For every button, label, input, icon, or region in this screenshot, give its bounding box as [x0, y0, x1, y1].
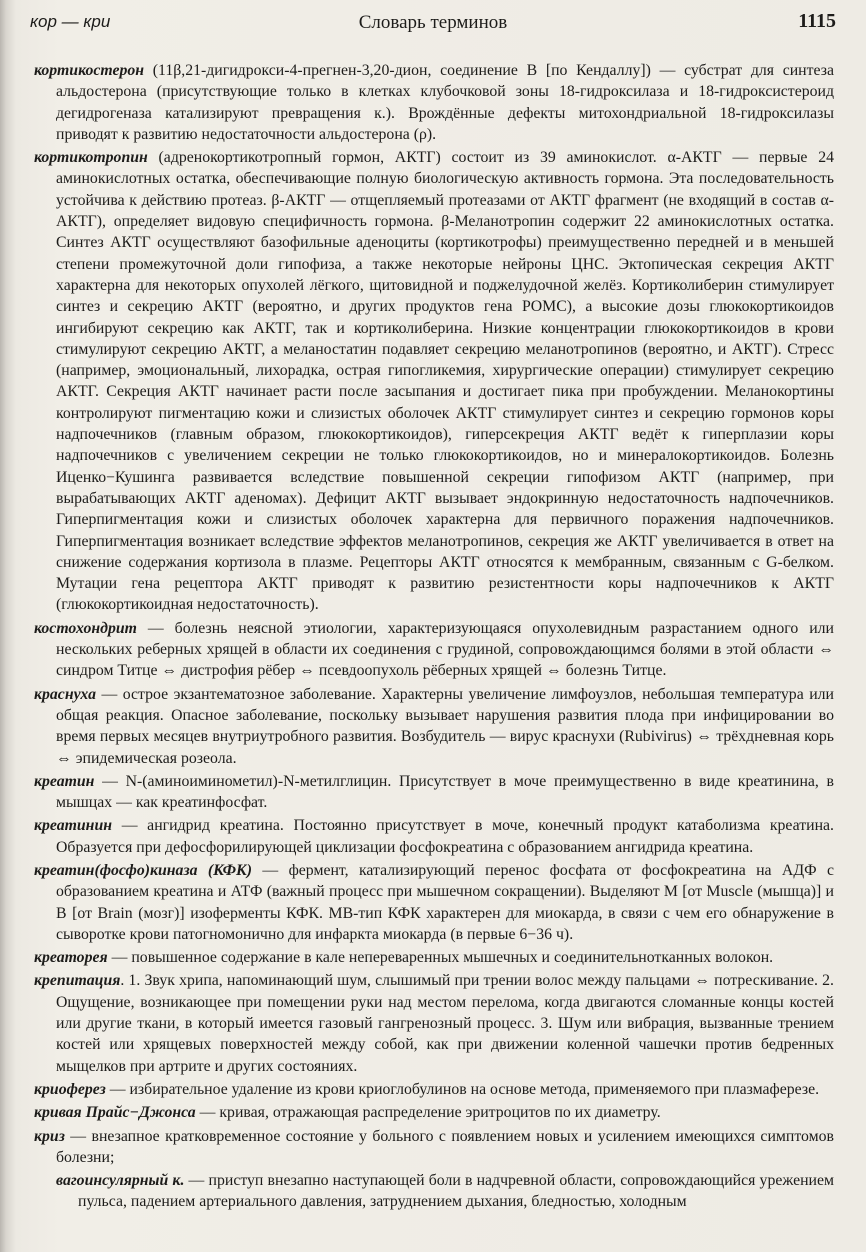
entry-crisis	[34, 1126, 834, 1169]
entry-term: криз	[34, 1127, 65, 1145]
entry-term: криоферез	[34, 1080, 106, 1098]
entry-term: кривая Прайс−Джонса	[34, 1104, 196, 1122]
entry-creatorrhea	[34, 947, 834, 968]
entry-corticotropin	[34, 147, 834, 616]
page-header	[30, 10, 836, 38]
entry-text: — фермент, катализирующий перенос фосфата от фосфокреатина на АДФ с образованием креатина и АТФ (важный процесс при мышечном сокращении). Выделяют М [от Muscle (мышца)] и В [от Brain (мозг)] изоферменты КФК. МВ-тип КФК характерен для миокарда, в связи с чем его обнаружение в сыворотке крови патогномонично для инфаркта миокарда (в первые 6−36 ч).	[56, 861, 834, 943]
entry-term: краснуха	[34, 685, 96, 703]
entry-text: — избирательное удаление из крови криоглобулинов на основе метода, применяемого при плазмаферезе.	[105, 1080, 820, 1098]
entry-term: кортикостерон	[34, 62, 145, 79]
entry-text: (11β,21-дигидрокси-4-прегнен-3,20-дион, соединение В [по Кендаллу]) — субстрат для синтеза альдостерона (присутствующие только в клетках клубочковой зоны 18-гидроксилаза и 18-гидроксистероид дегидрогеназа катализируют превращения к.). Врождённые дефекты митохондриальной 18-гидроксилазы приводят к развитию недостаточности альдостерона (ρ).	[56, 62, 834, 143]
entry-creatine-kinase	[34, 860, 834, 945]
entry-term: креатинин	[34, 817, 113, 835]
entry-creatinine	[34, 815, 834, 858]
entry-text: — ангидрид креатина. Постоянно присутствует в моче, конечный продукт катаболизма креатина. Образуется при дефосфорилирующей циклизации фосфокреатина с образованием ангидрида креатина.	[56, 817, 834, 856]
header-range: кор — кри	[30, 12, 111, 31]
entry-text: — болезнь неясной этиологии, характеризующаяся опухолевидным разрастанием одного или нескольких реберных хрящей в области их соединения с грудиной, сопровождающимся болями в этой области ⇔ синдром Титце ⇔ дистрофия рёбер ⇔ псевдоопухоль рёберных хрящей ⇔ болезнь Титце.	[56, 619, 834, 680]
entry-text: — N-(аминоиминометил)-N-метилглицин. Присутствует в моче преимущественно в виде креатинина, в мышцах — как креатинфосфат.	[56, 772, 834, 812]
entry-corticosterone	[34, 60, 834, 145]
header-title: Словарь терминов	[358, 12, 508, 33]
page-number: 1115	[798, 10, 836, 32]
entry-term: креаторея	[34, 949, 108, 967]
entry-rubella	[34, 684, 834, 769]
entry-text: — кривая, отражающая распределение эритроцитов по их диаметру.	[195, 1104, 661, 1122]
entry-cryopheresis	[34, 1079, 834, 1100]
entry-vagoinsular-crisis	[34, 1170, 834, 1213]
entry-crepitation	[34, 970, 834, 1076]
entry-costochondritis	[34, 618, 834, 682]
entry-text: — острое экзантематозное заболевание. Характерны увеличение лимфоузлов, небольшая температура или общая реакция. Опасное заболевание, поскольку вызывает нарушения развития плода при инфицировании во время первых месяцев внутриутробного развития. Возбудитель — вирус краснухи (Rubivirus) ⇔ трёхдневная корь ⇔ эпидемическая розеола.	[56, 685, 834, 767]
entry-term: вагоинсулярный к.	[56, 1172, 185, 1190]
entry-text: . 1. Звук хрипа, напоминающий шум, слышимый при трении волос между пальцами ⇔ потрескивание. 2. Ощущение, возникающее при помещении руки над местом перелома, когда двигаются сломанные концы костей или другие ткани, в который имеется газовый гангренозный процесс. 3. Шум или вибрация, вызванные трением костей или хрящевых поверхностей между собой, как при движении коленной чашечки против бедренных мыщелков при артрите и других состояниях.	[56, 972, 834, 1075]
entry-creatine	[34, 771, 834, 814]
entry-text: — внезапное кратковременное состояние у больного с появлением новых и усилением имеющихся симптомов болезни;	[56, 1127, 834, 1166]
entry-term: креатин(фосфо)киназа (КФК)	[34, 861, 253, 879]
entry-term: креатин	[34, 772, 95, 790]
entry-text: (адренокортикотропный гормон, АКТГ) состоит из 39 аминокислот. α-АКТГ — первые 24 аминокислотных остатка, обеспечивающие полную биологическую активность гормона. Эта последовательность устойчива к действию протеаз. β-АКТГ — отщепляемый протеазами от АКТГ фрагмент (не входящий в состав α-АКТГ), определяет видовую специфичность гормона. β-Меланотропин содержит 22 аминокислотных остатка. Синтез АКТГ осуществляют базофильные аденоциты (кортикотрофы) преимущественно передней и в меньшей степени промежуточной доли гипофиза, а также некоторые нейроны ЦНС. Эктопическая секреция АКТГ характерна для некоторых опухолей лёгкого, щитовидной и поджелудочной желёз. Кортиколиберин стимулирует синтез и секрецию АКТГ (вероятно, и других продуктов гена POMC), а высокие дозы глюкокортикоидов ингибируют секрецию как АКТГ, так и кортиколиберина. Низкие концентрации глюкокортикоидов в крови стимулируют секрецию АКТГ, а меланостатин подавляет секрецию меланотропинов (вероятно, и АКТГ). Стресс (например, эмоциональный, лихорадка, острая гипогликемия, хирургические операции) стимулирует секрецию АКТГ. Секреция АКТГ начинает расти после засыпания и достигает пика при пробуждении. Меланокортины контролируют пигментацию кожи и слизистых оболочек АКТГ стимулирует синтез и секрецию гормонов коры надпочечников (главным образом, глюкокортикоидов), гиперсекреция АКТГ ведёт к гиперплазии коры надпочечников с увеличением секреции не только глюкокортикоидов, но и минералокортикоидов. Болезнь Иценко−Кушинга развивается вследствие повышенной секреции гипофизом АКТГ (например, при вырабатывающих АКТГ аденомах). Дефицит АКТГ вызывает эндокринную недостаточность надпочечников. Гиперпигментация кожи и слизистых оболочек характерна для первичного поражения надпочечников. Гиперпигментация возникает вследствие эффектов меланотропинов, секреция же АКТГ увеличивается в ответ на снижение содержания кортизола в плазме. Рецепторы АКТГ относятся к мембранным, связанным с G-белком. Мутации гена рецептора АКТГ приводят к развитию резистентности коры надпочечников к АКТГ (глюкокортикоидная недостаточность).	[56, 149, 834, 614]
entry-term: крепитация	[34, 972, 121, 990]
entry-term: кортикотропин	[34, 149, 148, 167]
entry-text: — приступ внезапно наступающей боли в надчревной области, сопровождающийся урежением пульса, падением артериального давления, затруднением дыхания, бледностью, холодным	[78, 1172, 834, 1211]
dictionary-content	[34, 60, 834, 1215]
entry-text: — повышенное содержание в кале непереваренных мышечных и соединительнотканных волокон.	[107, 949, 774, 967]
entry-price-jones-curve	[34, 1102, 834, 1123]
entry-term: костохондрит	[34, 619, 137, 637]
